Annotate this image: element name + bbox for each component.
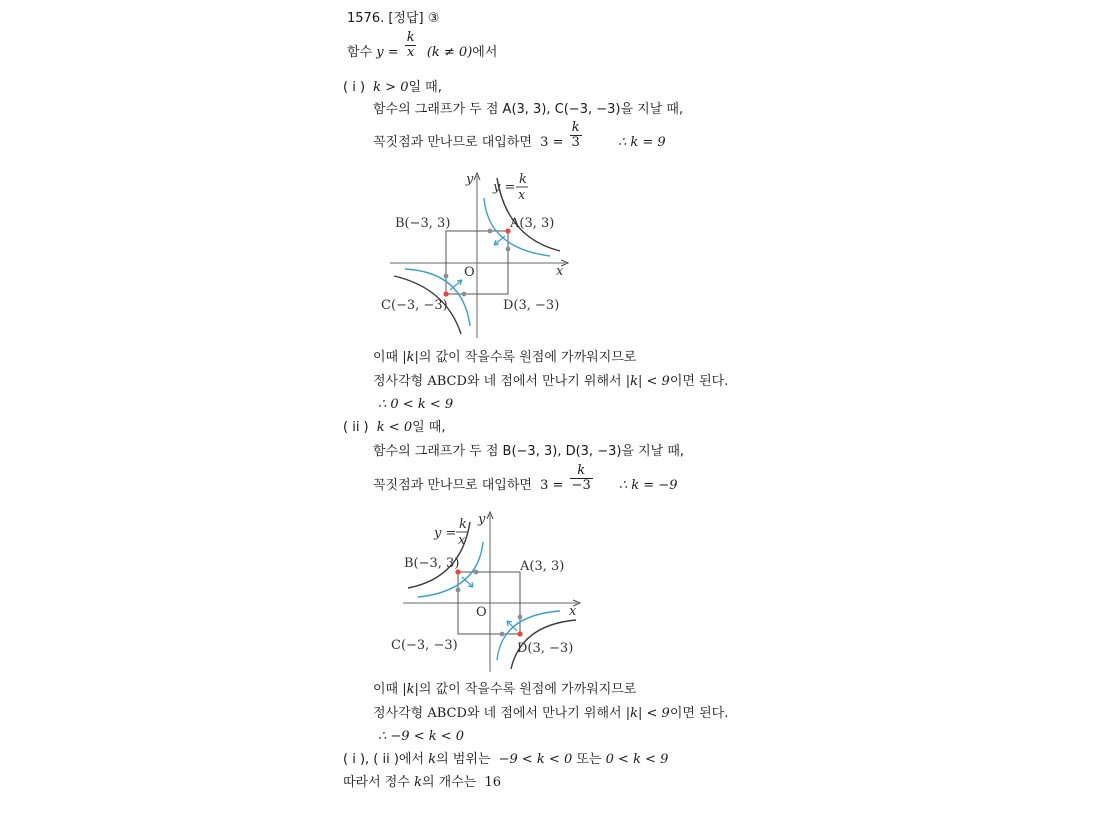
case1-result: ∴ k = 9	[617, 135, 666, 150]
summary-line1-k: k	[428, 752, 437, 767]
point-d	[517, 631, 522, 636]
case1-fraction	[570, 121, 582, 150]
case1-note2-a: 정사각형	[373, 374, 424, 389]
case1-header	[343, 79, 442, 97]
case1-square: ABCD	[427, 374, 467, 389]
case2-line2	[373, 463, 678, 495]
case2-condition: k < 0	[376, 420, 413, 435]
point-gray-1	[474, 570, 479, 575]
origin-label: O	[464, 265, 475, 280]
case2-note2-a: 정사각형	[373, 706, 424, 721]
case2-line2-text: 꼭짓점과 만나므로 대입하면	[373, 478, 532, 493]
case2-note1-a: 이때	[373, 682, 399, 697]
case1-note2	[373, 373, 728, 391]
y-axis-label: y	[478, 512, 486, 527]
case2-square: ABCD	[427, 706, 467, 721]
func-label: y =	[493, 180, 516, 195]
case2-note2	[373, 705, 728, 723]
summary-line1	[343, 751, 668, 769]
point-gray-2	[456, 588, 461, 593]
func-den: x	[518, 188, 526, 203]
case1-line2	[373, 120, 666, 152]
y-axis-label: y	[466, 172, 474, 187]
summary-range1: −9 < k < 0	[498, 752, 573, 767]
case2-note2-d: 이면 된다.	[669, 706, 729, 721]
intro-frac-den: x	[407, 45, 415, 60]
point-gray-4	[500, 632, 505, 637]
label-c: C(−3, −3)	[391, 638, 458, 653]
case2-frac-num: k	[577, 463, 586, 478]
func-den: x	[458, 533, 466, 548]
case2-conclusion: ∴ −9 < k < 0	[378, 729, 465, 744]
case2-condition-suffix: 일 때,	[412, 420, 446, 435]
case1-line1: 함수의 그래프가 두 점 A(3, 3), C(−3, −3)을 지날 때,	[373, 102, 684, 117]
case1-condition: k > 0	[373, 80, 409, 95]
intro-frac-num: k	[406, 30, 415, 45]
summary-count: 16	[484, 775, 502, 790]
func-label: y =	[434, 526, 457, 541]
intro-line	[347, 30, 498, 62]
summary-line2-k: k	[414, 775, 422, 790]
case2-line1: 함수의 그래프가 두 점 B(−3, 3), D(3, −3)을 지날 때,	[373, 444, 685, 459]
case1-note1-b: 의 값이 작을수록 원점에 가까워지므로	[418, 350, 637, 365]
case2-result: ∴ k = −9	[618, 478, 678, 493]
label-a: A(3, 3)	[520, 559, 565, 574]
intro-condition: (k ≠ 0)	[426, 45, 473, 60]
case2-note2-c: |k| < 9	[625, 706, 670, 721]
func-num: k	[519, 172, 527, 187]
func-num: k	[459, 517, 467, 532]
label-b: B(−3, 3)	[404, 556, 460, 571]
case1-conclusion: ∴ 0 < k < 9	[378, 397, 454, 412]
summary-line1-a: ( i ), ( ii )에서	[343, 752, 425, 767]
point-gray-4	[462, 292, 467, 297]
arrow-q2	[462, 577, 473, 587]
case1-abs-k: |k|	[402, 350, 419, 365]
case1-line2-text: 꼭짓점과 만나므로 대입하면	[373, 135, 532, 150]
case2-eq-lhs: 3 =	[540, 478, 564, 493]
problem-number: 1576.	[347, 11, 385, 26]
x-axis-label: x	[569, 604, 577, 619]
case1-note2-d: 이면 된다.	[669, 374, 729, 389]
summary-or: 또는	[576, 752, 602, 767]
arrow-q4	[507, 621, 517, 631]
case1-note2-c: |k| < 9	[625, 374, 670, 389]
case2-note2-b: 와 네 점에서 만나기 위해서	[466, 706, 622, 721]
label-c: C(−3, −3)	[381, 298, 448, 313]
case1-condition-suffix: 일 때,	[408, 80, 442, 95]
point-gray-3	[518, 615, 523, 620]
origin-label: O	[476, 605, 487, 620]
point-gray-1	[488, 229, 493, 234]
summary-line2-a: 따라서 정수	[343, 775, 410, 790]
point-gray-3	[444, 274, 449, 279]
case1-note1-a: 이때	[373, 350, 399, 365]
intro-fraction	[405, 31, 417, 60]
answer-mark: ③	[427, 11, 440, 26]
case1-note2-b: 와 네 점에서 만나기 위해서	[466, 374, 622, 389]
case1-frac-den: 3	[571, 135, 580, 150]
intro-eq-lhs: y =	[376, 45, 399, 60]
label-a: A(3, 3)	[510, 216, 555, 231]
summary-range2: 0 < k < 9	[605, 752, 669, 767]
label-d: D(3, −3)	[517, 641, 574, 656]
summary-line1-b: 의 범위는	[436, 752, 491, 767]
case2-frac-den: −3	[571, 478, 591, 493]
case2-abs-k: |k|	[402, 682, 419, 697]
x-axis-label: x	[556, 264, 564, 279]
case2-header	[343, 419, 445, 437]
case2-marker: ( ii )	[343, 420, 369, 435]
case1-eq-lhs: 3 =	[540, 135, 564, 150]
summary-line2-b: 의 개수는	[421, 775, 477, 790]
point-gray-2	[506, 247, 511, 252]
summary-line2	[343, 774, 501, 792]
intro-text: 함수	[347, 45, 373, 60]
case1-graph	[378, 168, 578, 340]
case1-frac-num: k	[571, 120, 580, 135]
answer-tag: [정답]	[388, 11, 424, 26]
label-b: B(−3, 3)	[395, 216, 451, 231]
point-c	[443, 291, 448, 296]
case1-marker: ( i )	[343, 80, 366, 95]
case2-note1	[373, 681, 636, 699]
case2-fraction	[570, 464, 593, 493]
case2-graph	[385, 508, 585, 680]
intro-suffix: 에서	[472, 45, 498, 60]
case1-note1	[373, 349, 636, 367]
problem-header	[347, 10, 439, 28]
label-d: D(3, −3)	[503, 298, 560, 313]
case2-note1-b: 의 값이 작을수록 원점에 가까워지므로	[418, 682, 637, 697]
